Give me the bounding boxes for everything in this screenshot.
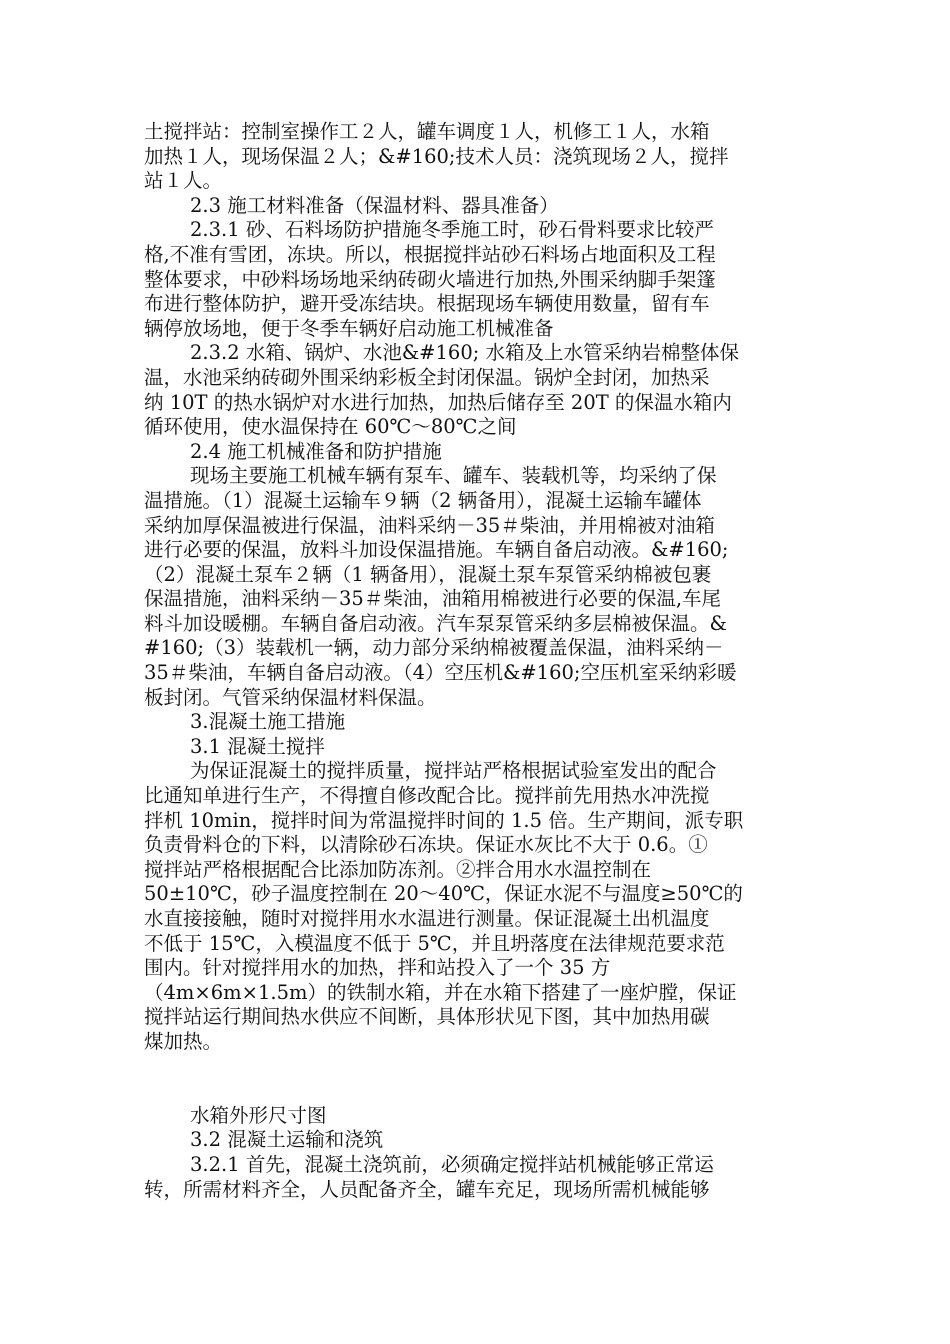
paragraph-line: 搅拌站运行期间热水供应不间断，具体形状见下图，其中加热用碳 <box>144 1005 710 1029</box>
paragraph-line: （4m×6m×1.5m）的铁制水箱，并在水箱下搭建了一座炉膛，保证 <box>144 980 737 1004</box>
paragraph-line: 保温措施，油料采纳－35＃柴油，油箱用棉被进行必要的保温,车尾 <box>144 587 722 611</box>
figure-placeholder-gap <box>144 1055 806 1104</box>
paragraph-line: 2.3.2 水箱、锅炉、水池&#160; 水箱及上水管采纳岩棉整体保 <box>190 341 739 365</box>
paragraph-line: 负责骨料仓的下料，以清除砂石冻块。保证水灰比不大于 0.6。① <box>144 833 708 857</box>
paragraph-line: 转，所需材料齐全，人员配备齐全，罐车充足，现场所需机械能够 <box>144 1177 710 1201</box>
figure-caption: 水箱外形尺寸图 <box>190 1103 327 1127</box>
paragraph-line: 搅拌站严格根据配合比添加防冻剂。②拌合用水水温控制在 <box>144 857 652 881</box>
paragraph-line: 35＃柴油，车辆自备启动液。（4）空压机&#160;空压机室采纳彩暖 <box>144 661 737 685</box>
paragraph-line: 纳 10T 的热水锅炉对水进行加热，加热后储存至 20T 的保温水箱内 <box>144 390 732 414</box>
paragraph-line: 土搅拌站：控制室操作工２人，罐车调度１人，机修工１人，水箱 <box>144 120 710 143</box>
section-heading: 3.混凝土施工措施 <box>190 710 346 734</box>
section-heading: 2.4 施工机械准备和防护措施 <box>190 439 442 463</box>
paragraph-line: 水直接接触，随时对搅拌用水水温进行测量。保证混凝土出机温度 <box>144 907 710 930</box>
paragraph-line: 3.2.1 首先，混凝土浇筑前，必须确定搅拌站机械能够正常运 <box>190 1152 714 1176</box>
paragraph-line: 料斗加设暖棚。车辆自备启动液。汽车泵泵管采纳多层棉被保温。& <box>144 611 727 635</box>
paragraph-line: 加热１人，现场保温２人；&#160;技术人员：浇筑现场２人，搅拌 <box>144 144 729 168</box>
paragraph-line: 现场主要施工机械车辆有泵车、罐车、装载机等，均采纳了保 <box>190 464 717 488</box>
paragraph-line: 50±10℃，砂子温度控制在 20～40℃，保证水泥不与温度≥50℃的 <box>144 882 743 906</box>
paragraph-line: 温措施。（1）混凝土运输车９辆（2 辆备用），混凝土运输车罐体 <box>144 488 702 512</box>
section-heading: 3.2 混凝土运输和浇筑 <box>190 1128 384 1152</box>
paragraph-line: 围内。针对搅拌用水的加热，拌和站投入了一个 35 方 <box>144 956 611 980</box>
paragraph-line: 循环使用，使水温保持在 60℃～80℃之间 <box>144 415 517 439</box>
paragraph-line: 布进行整体防护，避开受冻结块。根据现场车辆使用数量，留有车 <box>144 292 710 316</box>
paragraph-line: 格,不准有雪团，冻块。所以，根据搅拌站砂石料场占地面积及工程 <box>144 242 716 266</box>
paragraph-line: 进行必要的保温，放料斗加设保温措施。车辆自备启动液。&#160; <box>144 538 729 562</box>
paragraph-line: #160;（3）装载机一辆，动力部分采纳棉被覆盖保温，油料采纳－ <box>144 636 724 660</box>
paragraph-line: 站１人。 <box>144 169 223 193</box>
section-heading: 2.3 施工材料准备（保温材料、器具准备） <box>190 193 559 217</box>
paragraph-line: 为保证混凝土的搅拌质量，搅拌站严格根据试验室发出的配合 <box>190 759 717 783</box>
paragraph-line: 比通知单进行生产，不得擅自修改配合比。搅拌前先用热水冲洗搅 <box>144 784 710 808</box>
paragraph-line: 板封闭。气管采纳保温材料保温。 <box>144 685 437 709</box>
paragraph-line: 整体要求，中砂料场场地采纳砖砌火墙进行加热,外围采纳脚手架篷 <box>144 267 716 291</box>
section-heading: 3.1 混凝土搅拌 <box>190 734 325 758</box>
paragraph-line: 辆停放场地，便于冬季车辆好启动施工机械准备 <box>144 316 554 340</box>
paragraph-line: 煤加热。 <box>144 1029 223 1053</box>
paragraph-line: 拌机 10min，搅拌时间为常温搅拌时间的 1.5 倍。生产期间，派专职 <box>144 808 744 832</box>
paragraph-line: 采纳加厚保温被进行保温，油料采纳－35＃柴油，并用棉被对油箱 <box>144 513 715 537</box>
paragraph-line: 温，水池采纳砖砌外围采纳彩板全封闭保温。锅炉全封闭，加热采 <box>144 365 710 389</box>
paragraph-line: （2）混凝土泵车２辆（1 辆备用），混凝土泵车泵管采纳棉被包裹 <box>144 562 712 586</box>
paragraph-line: 2.3.1 砂、石料场防护措施冬季施工时，砂石骨料要求比较严 <box>190 218 714 242</box>
document-body <box>144 120 806 1202</box>
paragraph-line: 不低于 15℃，入模温度不低于 5℃，并且坍落度在法律规范要求范 <box>144 931 725 955</box>
